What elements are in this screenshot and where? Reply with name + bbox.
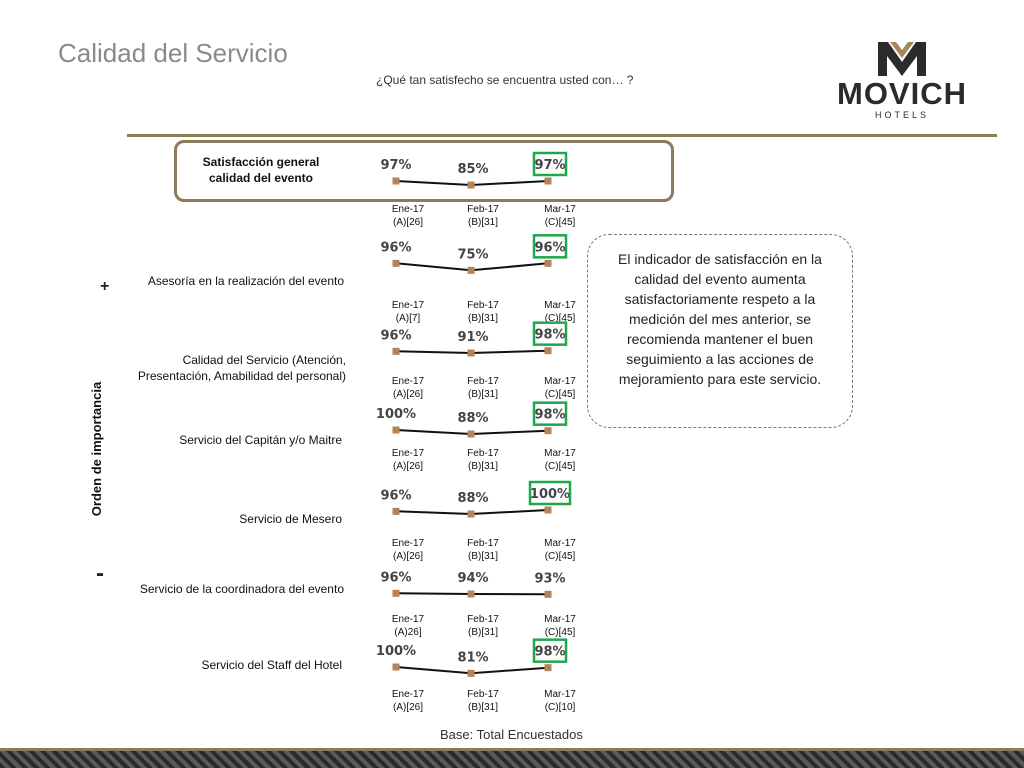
tick-month-2-2: Mar-17 [544, 376, 576, 387]
base-label: Base: Total Encuestados [440, 727, 583, 742]
data-point-1-1 [468, 267, 475, 274]
data-label-4-0: 96% [380, 488, 412, 504]
data-label-5-0: 96% [380, 570, 412, 586]
data-label-2-1: 91% [457, 330, 489, 345]
data-label-3-0: 100% [375, 407, 417, 422]
tick-month-6-1: Feb-17 [467, 689, 499, 700]
data-point-4-1 [468, 511, 475, 518]
data-point-0-2 [545, 178, 552, 185]
insight-note: El indicador de satisfacción en la calidad del evento aumenta satisfactoriamente respeto a la medición del mes anterior, se recomienda mantener el buen seguimiento a las acciones de mejoramiento para este servicio. [587, 234, 853, 428]
data-label-2-2: 98% [534, 327, 566, 343]
row-label-5: Servicio de la coordinadora del evento [139, 582, 344, 596]
tick-base-6-1: (B)[31] [467, 702, 499, 713]
tick-base-4-0: (A)[26] [392, 551, 424, 562]
data-label-1-2: 96% [534, 240, 566, 256]
tick-month-3-1: Feb-17 [467, 448, 499, 459]
tick-base-6-2: (C)[10] [544, 702, 576, 713]
tick-base-3-1: (B)[31] [467, 461, 499, 472]
data-label-6-1: 81% [457, 650, 489, 666]
data-point-6-0 [393, 664, 400, 671]
tick-base-3-0: (A)[26] [392, 461, 424, 472]
tick-month-1-2: Mar-17 [544, 300, 576, 311]
row-label-4: Servicio de Mesero [239, 512, 342, 526]
data-point-2-1 [468, 350, 475, 357]
data-point-0-0 [393, 178, 400, 185]
row-label-3: Servicio del Capitán y/o Maitre [179, 433, 342, 447]
data-point-3-2 [545, 427, 552, 434]
tick-month-3-2: Mar-17 [544, 448, 576, 459]
tick-base-5-0: (A)26] [394, 627, 422, 638]
data-point-5-2 [545, 591, 552, 598]
logo-brand: MOVICH [837, 76, 967, 111]
data-label-3-1: 88% [457, 411, 489, 426]
tick-base-2-1: (B)[31] [467, 389, 499, 400]
tick-month-6-0: Ene-17 [391, 689, 425, 700]
importance-minus-sign: - [96, 560, 104, 587]
data-point-2-2 [545, 347, 552, 354]
tick-month-3-0: Ene-17 [391, 448, 425, 459]
data-label-4-2: 100% [529, 487, 571, 502]
data-label-1-0: 96% [380, 240, 412, 256]
tick-month-1-0: Ene-17 [391, 300, 425, 311]
data-point-6-2 [545, 664, 552, 671]
tick-base-0-2: (C)[45] [544, 217, 576, 228]
tick-base-1-0: (A)[7] [395, 313, 421, 324]
data-label-0-2: 97% [534, 158, 566, 173]
tick-base-5-1: (B)[31] [467, 627, 499, 638]
tick-base-5-2: (C)[45] [544, 627, 576, 638]
tick-base-1-2: (C)[45] [544, 313, 576, 324]
row-label-0: Satisfacción general calidad del evento [202, 155, 320, 185]
data-label-3-2: 98% [534, 407, 566, 423]
tick-base-4-2: (C)[45] [544, 551, 576, 562]
data-point-6-1 [468, 670, 475, 677]
data-point-0-1 [468, 182, 475, 189]
data-point-3-0 [393, 427, 400, 434]
tick-base-2-2: (C)[45] [544, 389, 576, 400]
question-subtitle: ¿Qué tan satisfecho se encuentra usted con… ? [376, 73, 634, 87]
tick-month-5-0: Ene-17 [391, 614, 425, 625]
tick-month-2-0: Ene-17 [391, 376, 425, 387]
importance-plus-sign: + [100, 278, 110, 295]
data-label-5-1: 94% [457, 571, 489, 586]
data-label-2-0: 96% [380, 328, 412, 344]
tick-base-4-1: (B)[31] [467, 551, 499, 562]
data-point-1-2 [545, 260, 552, 267]
tick-month-1-1: Feb-17 [467, 300, 499, 311]
data-point-4-2 [545, 507, 552, 514]
decorative-footer-strip [0, 748, 1024, 768]
tick-month-2-1: Feb-17 [467, 376, 499, 387]
tick-month-4-0: Ene-17 [391, 538, 425, 549]
tick-month-5-2: Mar-17 [544, 614, 576, 625]
tick-base-0-0: (A)[26] [392, 217, 424, 228]
tick-month-6-2: Mar-17 [544, 689, 576, 700]
tick-base-6-0: (A)[26] [392, 702, 424, 713]
data-label-1-1: 75% [457, 247, 489, 263]
row-label-2: Calidad del Servicio (Atención, Presentación, Amabilidad del personal) [137, 353, 346, 383]
importance-axis-title: Orden de importancia [89, 381, 104, 517]
data-point-2-0 [393, 348, 400, 355]
row-label-6: Servicio del Staff del Hotel [201, 658, 342, 672]
data-point-5-1 [468, 591, 475, 598]
tick-month-0-2: Mar-17 [544, 204, 576, 215]
data-point-1-0 [393, 260, 400, 267]
data-label-0-0: 97% [380, 158, 412, 173]
data-point-4-0 [393, 508, 400, 515]
tick-month-0-0: Ene-17 [391, 204, 425, 215]
tick-month-5-1: Feb-17 [467, 614, 499, 625]
data-label-0-1: 85% [457, 162, 489, 177]
data-point-5-0 [393, 590, 400, 597]
tick-month-0-1: Feb-17 [467, 204, 499, 215]
data-label-6-0: 100% [375, 644, 417, 659]
page-title: Calidad del Servicio [58, 38, 288, 68]
data-label-4-1: 88% [457, 491, 489, 506]
tick-base-1-1: (B)[31] [467, 313, 499, 324]
tick-base-0-1: (B)[31] [467, 217, 499, 228]
tick-base-2-0: (A)[26] [392, 389, 424, 400]
row-label-1: Asesoría en la realización del evento [147, 274, 344, 288]
data-label-6-2: 98% [534, 644, 566, 660]
tick-month-4-2: Mar-17 [544, 538, 576, 549]
tick-month-4-1: Feb-17 [467, 538, 499, 549]
data-point-3-1 [468, 431, 475, 438]
logo-tagline: HOTELS [874, 110, 930, 120]
data-label-5-2: 93% [534, 571, 566, 587]
tick-base-3-2: (C)[45] [544, 461, 576, 472]
